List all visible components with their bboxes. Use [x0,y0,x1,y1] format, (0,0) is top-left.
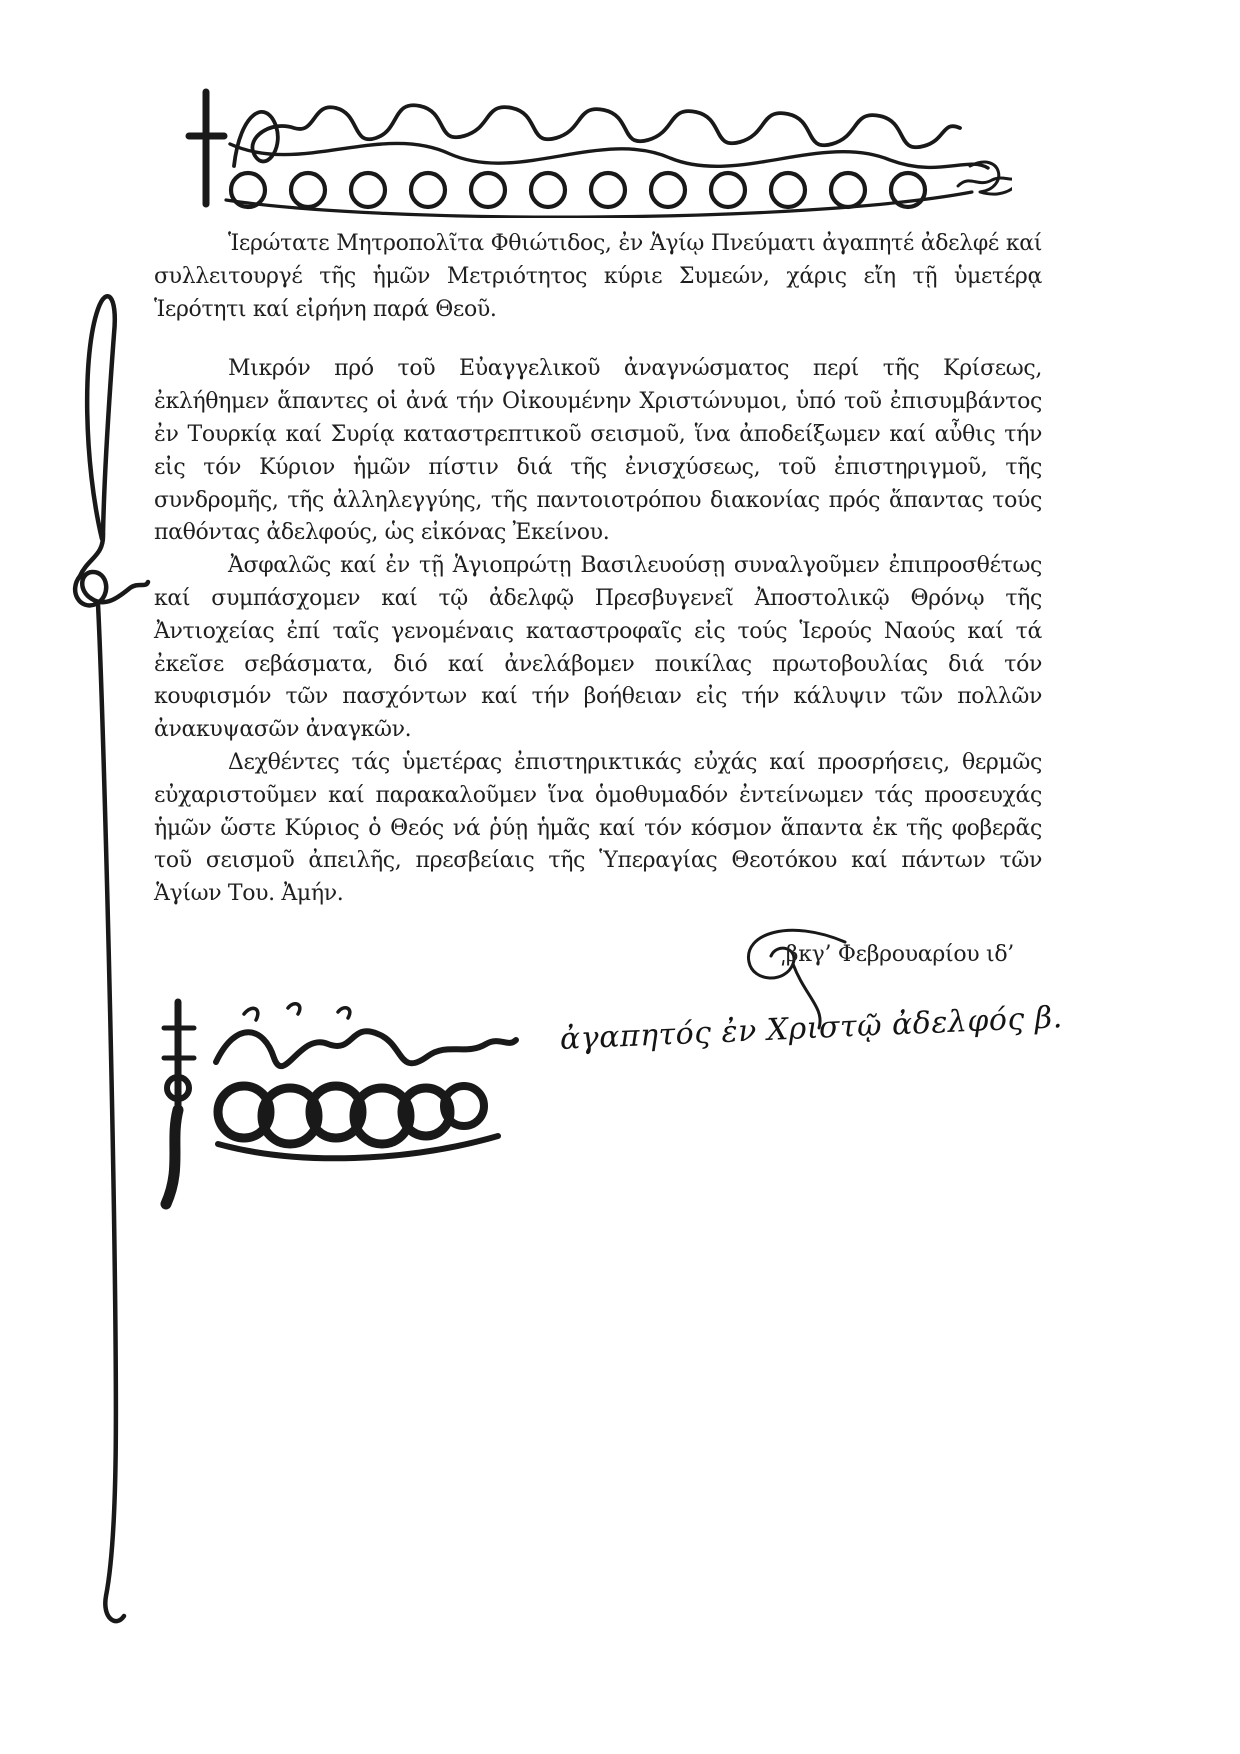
letter-body [154,228,1042,911]
patriarchal-invocation-calligraphy-icon [182,78,1012,218]
pen-flourish-icon [58,264,154,1659]
salutation-paragraph: Ἱερώτατε Μητροπολῖτα Φθιώτιδος, ἐν Ἁγίῳ Πνεύματι ἀγαπητέ ἀδελφέ καί συλλειτουργέ τῆς ἡμῶν Μετριότητος κύριε Συμεών, χάρις εἴη τῇ ὑμετέρᾳ Ἱερότητι καί εἰρήνη παρά Θεοῦ. [154,231,1042,322]
paragraph-antioch-sympathy: Ἀσφαλῶς καί ἐν τῇ Ἁγιοπρώτῃ Βασιλευούσῃ συναλγοῦμεν ἐπιπροσθέτως καί συμπάσχομεν καί τῷ ἀδελφῷ Πρεσβυγενεῖ Ἀποστολικῷ Θρόνῳ τῆς Ἀντιοχείας ἐπί ταῖς γενομέναις καταστροφαῖς εἰς τούς Ἱερούς Ναούς καί τά ἐκεῖσε σεβάσματα, διό καί ἀνελάβομεν ποικίλας πρωτοβουλίας διά τόν κουφισμόν τῶν πασχόντων καί τήν βοήθειαν εἰς τήν κάλυψιν τῶν πολλῶν ἀνακυψασῶν ἀναγκῶν. [154,553,1042,743]
letter-date: ͵βκγ’ Φεβρουαρίου ιδ’ [779,942,1014,967]
paragraph-earthquake-call: Μικρόν πρό τοῦ Εὐαγγελικοῦ ἀναγνώσματος περί τῆς Κρίσεως, ἐκλήθημεν ἅπαντες οἱ ἀνά τήν Οἰκουμένην Χριστώνυμοι, ὑπό τοῦ ἐπισυμβάντος ἐν Τουρκίᾳ καί Συρίᾳ καταστρεπτικοῦ σεισμοῦ, ἵνα ἀποδείξωμεν καί αὖθις τήν εἰς τόν Κύριον ἡμῶν πίστιν διά τῆς ἐνισχύσεως, τοῦ ἐπιστηριγμοῦ, τῆς συνδρομῆς, τῆς ἀλληλεγγύης, τῆς παντοιοτρόπου διακονίας πρός ἅπαντας τούς παθόντας ἀδελφούς, ὡς εἰκόνας Ἐκείνου. [154,356,1042,546]
paragraph-thanks-prayer: Δεχθέντες τάς ὑμετέρας ἐπιστηρικτικάς εὐχάς καί προσρήσεις, θερμῶς εὐχαριστοῦμεν καί παρακαλοῦμεν ἵνα ὁμοθυμαδόν ἐντείνωμεν τάς προσευχάς ἡμῶν ὥστε Κύριος ὁ Θεός νά ῥύῃ ἡμᾶς καί τόν κόσμον ἅπαντα ἐκ τῆς φοβερᾶς τοῦ σεισμοῦ ἀπειλῆς, πρεσβείαις τῆς Ὑπεραγίας Θεοτόκου καί πάντων τῶν Ἁγίων Του. Ἀμήν. [154,749,1042,907]
patriarchal-signature-monogram-icon [148,992,580,1214]
signature-text: ἀγαπητός ἐν Χριστῷ ἀδελφός β. [559,1000,1064,1057]
